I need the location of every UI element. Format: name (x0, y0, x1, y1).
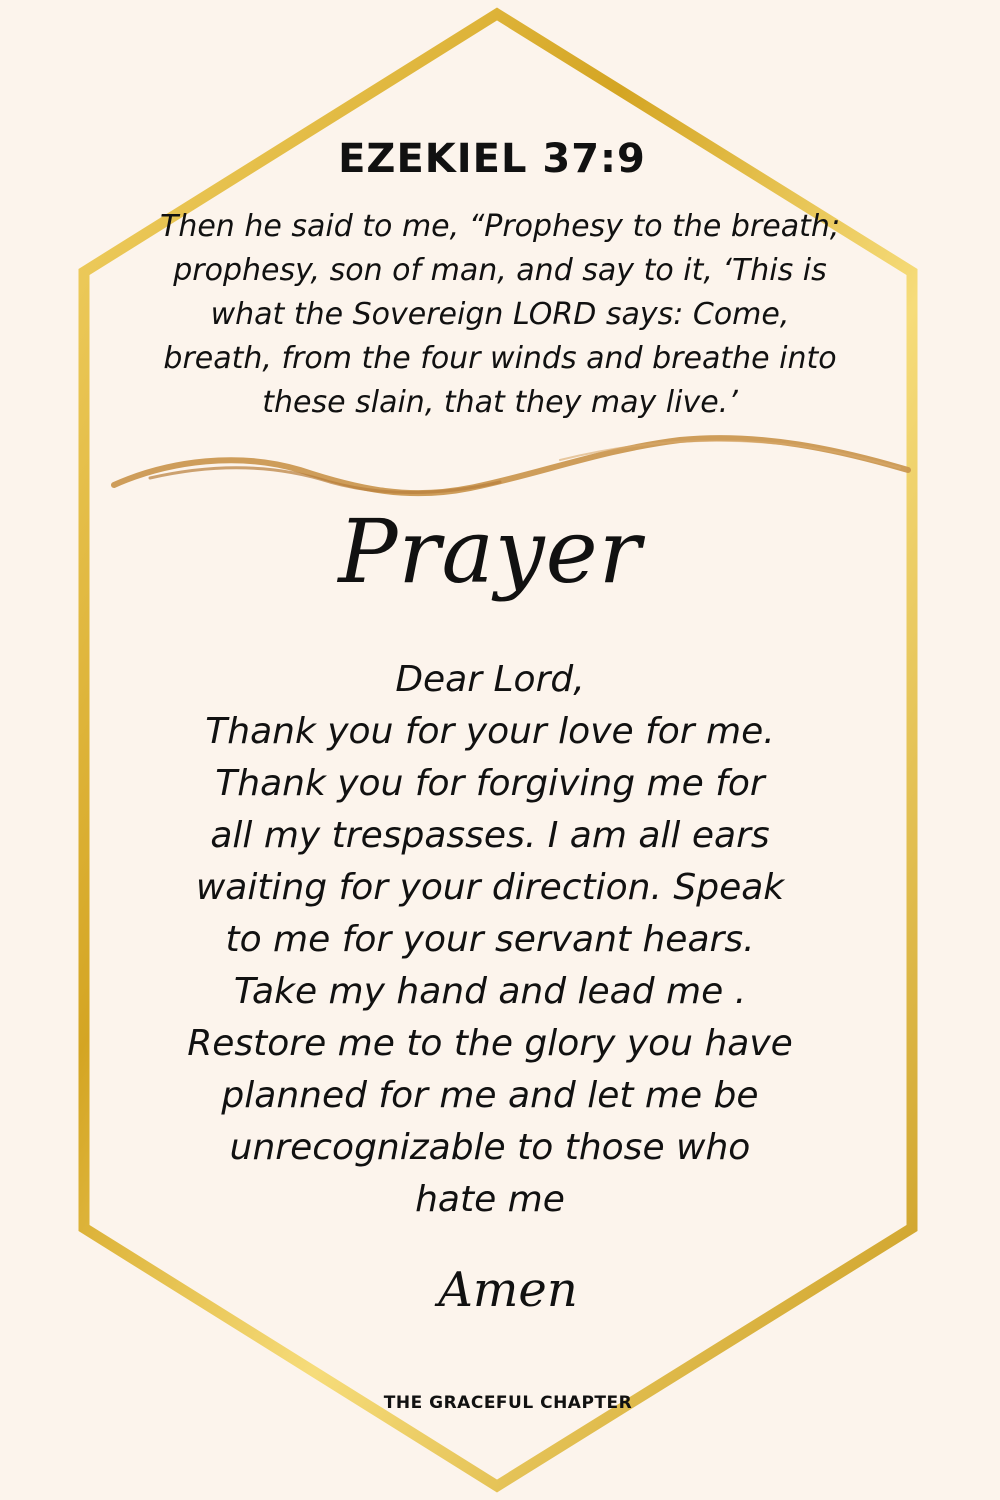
prayer-text (140, 654, 840, 1226)
prayer-line: planned for me and let me be (221, 1075, 759, 1116)
prayer-line: Take my hand and lead me . (233, 971, 747, 1012)
prayer-line: Dear Lord, (395, 659, 585, 700)
prayer-line: Thank you for your love for me. (205, 711, 775, 752)
brand-footer: THE GRACEFUL CHAPTER (383, 1393, 633, 1413)
prayer-line: to me for your servant hears. (225, 919, 755, 960)
prayer-line: Thank you for forgiving me for (215, 763, 765, 804)
prayer-line: Restore me to the glory you have (187, 1023, 793, 1064)
prayer-line: unrecognizable to those who (229, 1127, 751, 1168)
prayer-line: hate me (415, 1179, 565, 1220)
verse-reference: EZEKIEL 37:9 (338, 136, 646, 182)
prayer-line: waiting for your direction. Speak (195, 867, 785, 908)
prayer-title: Prayer (338, 500, 642, 603)
prayer-line: all my trespasses. I am all ears (210, 815, 770, 856)
amen-signoff: Amen (438, 1262, 578, 1318)
verse-text: Then he said to me, “Prophesy to the breath; prophesy, son of man, and say to it, ‘This is what the Sovereign LORD says: Come, breath, from the four winds and breathe into these slain, that they may live.’ (160, 209, 840, 420)
